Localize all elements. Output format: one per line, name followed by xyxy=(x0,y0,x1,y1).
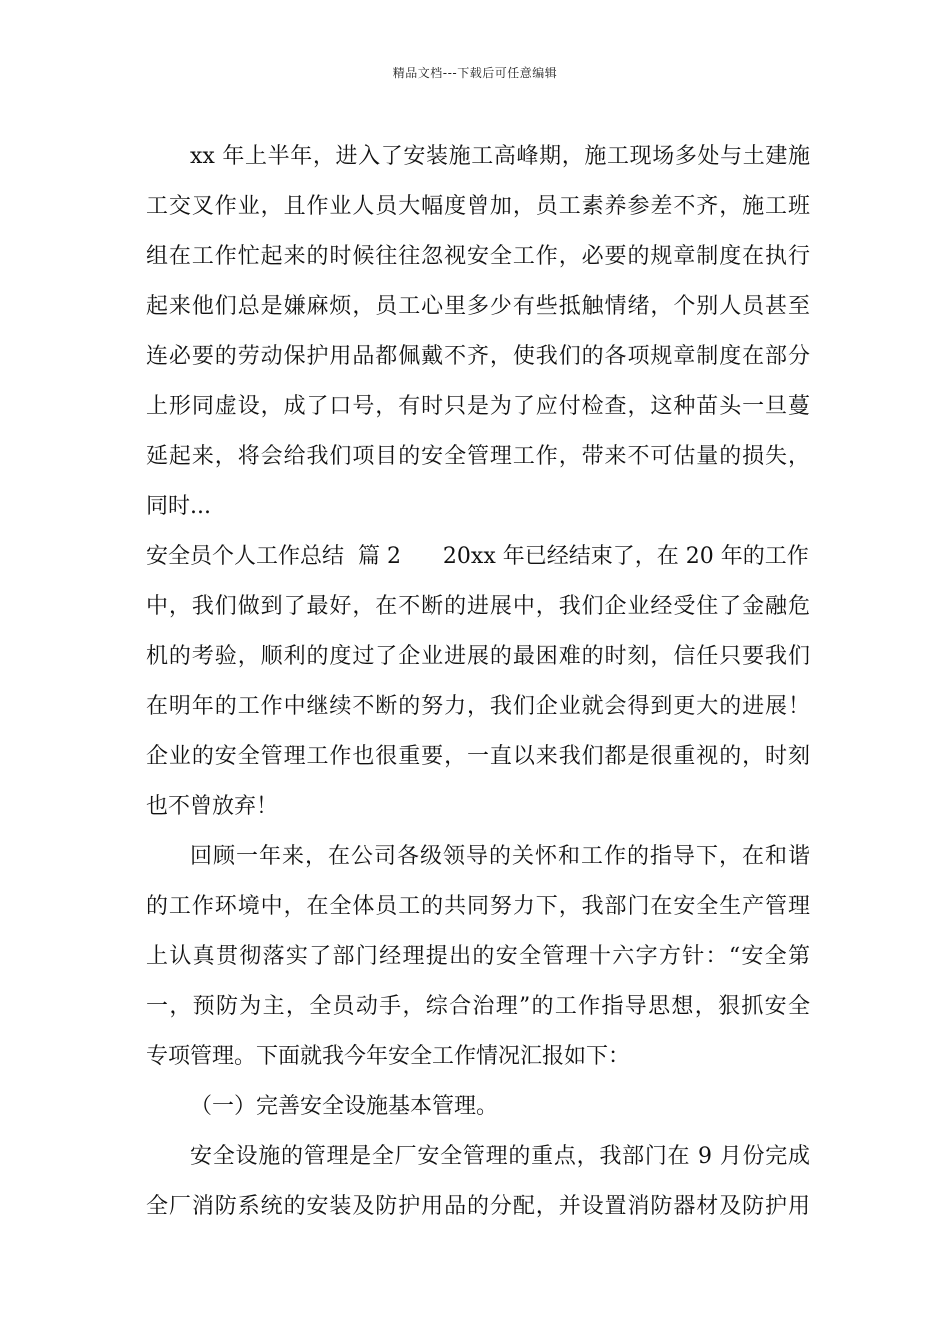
paragraph-1-line-7: 延起来，将会给我们项目的安全管理工作，带来不可估量的损失， xyxy=(146,444,810,469)
paragraph-1-line-2: 工交叉作业，且作业人员大幅度曾加，员工素养参差不齐，施工班 xyxy=(146,194,810,219)
paragraph-1-line-3: 组在工作忙起来的时候往往忽视安全工作，必要的规章制度在执行 xyxy=(146,244,810,269)
paragraph-1-line-5: 连必要的劳动保护用品都佩戴不齐，使我们的各项规章制度在部分 xyxy=(146,344,810,369)
paragraph-2-line-4: 在明年的工作中继续不断的努力，我们企业就会得到更大的进展！ xyxy=(146,694,810,719)
paragraph-5-line-2: 全厂消防系统的安装及防护用品的分配，并设置消防器材及防护用 xyxy=(146,1194,810,1219)
subsection-heading: （一）完善安全设施基本管理。 xyxy=(190,1094,499,1119)
page-header: 精品文档---下载后可任意编辑 xyxy=(392,66,558,80)
paragraph-1-line-8: 同时... xyxy=(146,494,211,519)
paragraph-2-line-3: 机的考验，顺利的度过了企业进展的最困难的时刻，信任只要我们 xyxy=(146,644,810,669)
document-body xyxy=(146,132,810,1232)
paragraph-3-line-2: 的工作环境中，在全体员工的共同努力下，我部门在安全生产管理 xyxy=(146,894,810,919)
paragraph-2-line-5: 企业的安全管理工作也很重要，一直以来我们都是很重视的，时刻 xyxy=(146,744,810,769)
paragraph-3-line-4: 一，预防为主，全员动手，综合治理”的工作指导思想，狠抓安全 xyxy=(146,994,810,1019)
paragraph-1-line-1: xx 年上半年，进入了安装施工高峰期，施工现场多处与土建施 xyxy=(190,144,810,169)
paragraph-1-line-6: 上形同虚设，成了口号，有时只是为了应付检查，这种苗头一旦蔓 xyxy=(146,394,810,419)
section-heading-line: 安全员个人工作总结 篇 2 20xx 年已经结束了，在 20 年的工作 xyxy=(146,544,809,569)
paragraph-1-line-4: 起来他们总是嫌麻烦，员工心里多少有些抵触情绪，个别人员甚至 xyxy=(146,294,810,319)
paragraph-3-line-3: 上认真贯彻落实了部门经理提出的安全管理十六字方针：“安全第 xyxy=(146,944,810,969)
paragraph-5-line-1: 安全设施的管理是全厂安全管理的重点，我部门在 9 月份完成 xyxy=(190,1144,810,1169)
paragraph-2-line-6: 也不曾放弃！ xyxy=(146,794,279,819)
paragraph-2-line-2: 中，我们做到了最好，在不断的进展中，我们企业经受住了金融危 xyxy=(146,594,810,619)
paragraph-3-line-5: 专项管理。下面就我今年安全工作情况汇报如下： xyxy=(146,1044,631,1069)
paragraph-3-line-1: 回顾一年来，在公司各级领导的关怀和工作的指导下，在和谐 xyxy=(190,844,810,869)
